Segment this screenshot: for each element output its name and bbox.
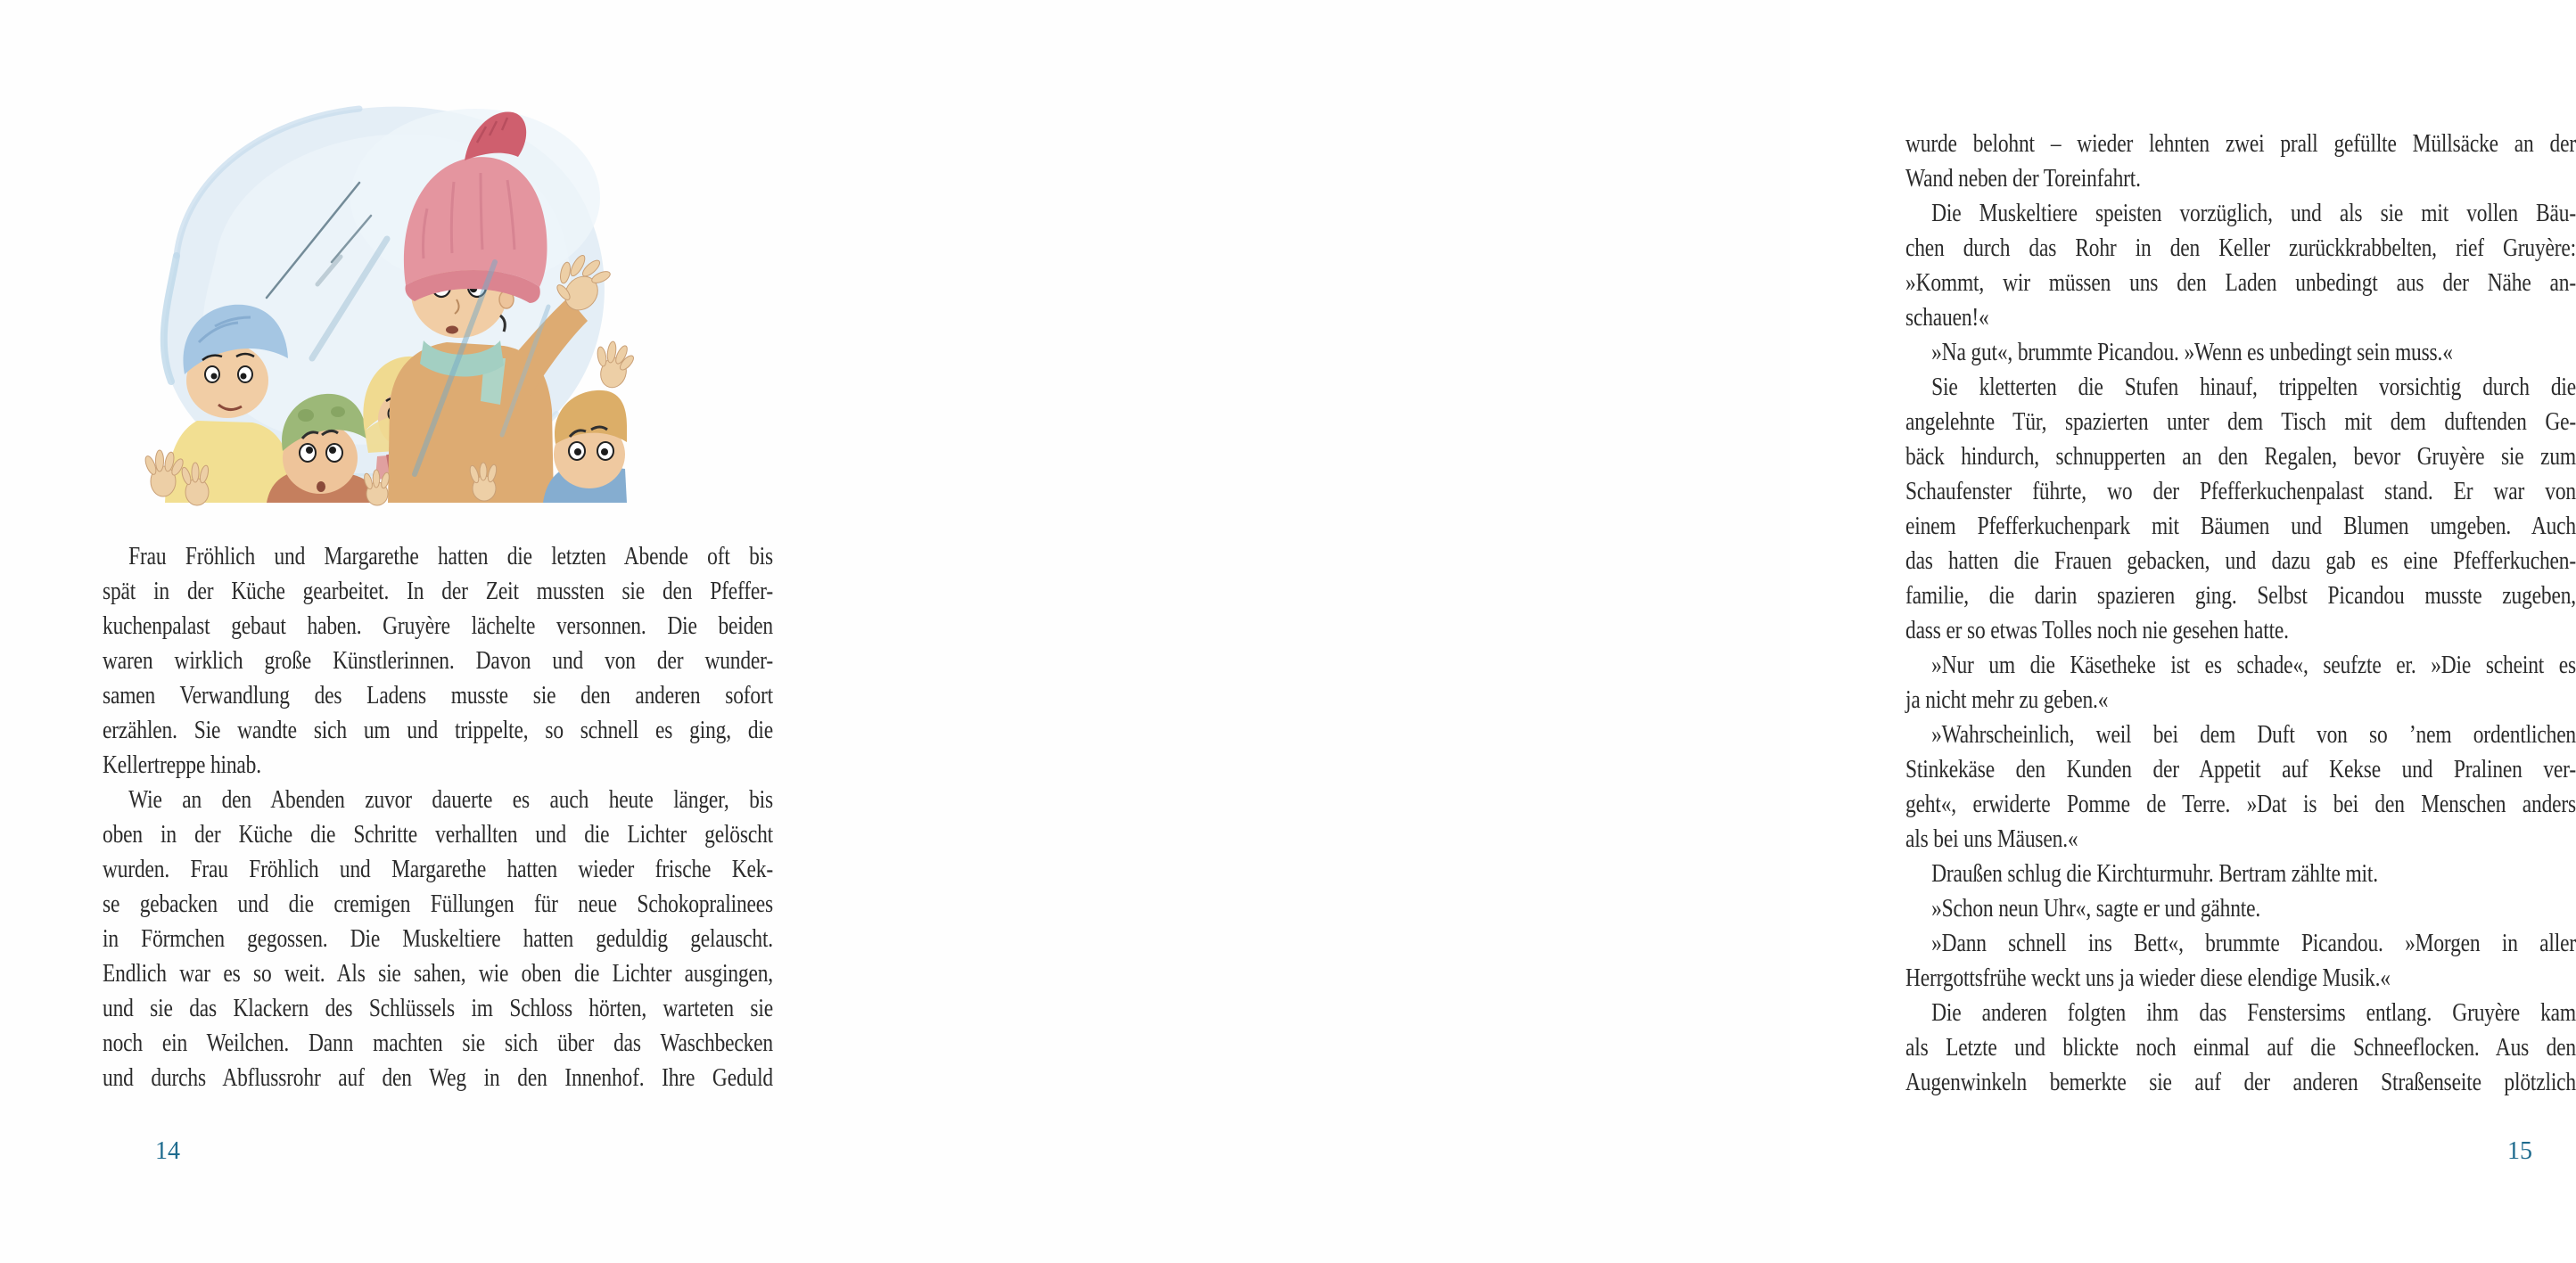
text-line: Die anderen folgten ihm das Fenstersims entlang. Gruyère kam: [1931, 998, 2576, 1027]
text-line: samen Verwandlung des Ladens musste sie den anderen sofort: [103, 681, 773, 709]
story-text-right: [1905, 127, 2576, 1100]
text-line: bäck hindurch, schnupperten an den Regalen, bevor Gruyère sie zum: [1905, 442, 2576, 471]
text-line: Sie kletterten die Stufen hinauf, trippelten vorsichtig durch die: [1931, 373, 2576, 401]
text-line: Stinkekäse den Kunden der Appetit auf Kekse und Pralinen ver-: [1905, 755, 2576, 783]
story-text-left: [103, 539, 773, 1095]
text-line: spät in der Küche gearbeitet. In der Zeit mussten sie den Pfeffer-: [103, 577, 773, 605]
text-line: erzählen. Sie wandte sich um und trippelte, so schnell es ging, die: [103, 716, 773, 744]
text-line: familie, die darin spazieren ging. Selbst Picandou musste zugeben,: [1905, 581, 2576, 610]
text-line: angelehnte Tür, spazierten unter dem Tisch mit dem duftenden Ge-: [1905, 407, 2576, 436]
watercolor-children-illustration: [92, 73, 627, 503]
text-line: »Schon neun Uhr«, sagte er und gähnte.: [1931, 894, 2261, 923]
text-line: Endlich war es so weit. Als sie sahen, wie oben die Lichter ausgingen,: [103, 959, 773, 988]
text-line: Wie an den Abenden zuvor dauerte es auch heute länger, bis: [128, 785, 773, 814]
text-line: Kellertreppe hinab.: [103, 750, 261, 779]
text-line: »Dann schnell ins Bett«, brummte Picandou. »Morgen in aller: [1931, 929, 2576, 957]
text-line: wurde belohnt – wieder lehnten zwei prall gefüllte Müllsäcke an der: [1905, 129, 2576, 158]
text-line: wurden. Frau Fröhlich und Margarethe hatten wieder frische Kek-: [103, 855, 773, 883]
text-line: in Förmchen gegossen. Die Muskeltiere hatten geduldig gelauscht.: [103, 924, 773, 953]
page-illustration: [92, 73, 627, 503]
text-line: waren wirklich große Künstlerinnen. Davon und von der wunder-: [103, 646, 773, 675]
text-line: als bei uns Mäusen.«: [1905, 824, 2078, 853]
text-line: geht«, erwiderte Pomme de Terre. »Dat is bei den Menschen anders: [1905, 790, 2576, 818]
text-line: schauen!«: [1905, 303, 1989, 332]
text-line: chen durch das Rohr in den Keller zurückkrabbelten, rief Gruyère:: [1905, 234, 2576, 262]
text-line: das hatten die Frauen gebacken, und dazu gab es eine Pfefferkuchen-: [1905, 546, 2576, 575]
text-line: »Kommt, wir müssen uns den Laden unbedingt aus der Nähe an-: [1905, 268, 2576, 297]
text-line: Schaufenster führte, wo der Pfefferkuchenpalast stand. Er war von: [1905, 477, 2576, 505]
text-line: oben in der Küche die Schritte verhallten und die Lichter gelöscht: [103, 820, 773, 849]
text-line: einem Pfefferkuchenpark mit Bäumen und Blumen umgeben. Auch: [1905, 512, 2576, 540]
text-line: Die Muskeltiere speisten vorzüglich, und als sie mit vollen Bäu-: [1931, 199, 2576, 227]
text-line: Frau Fröhlich und Margarethe hatten die letzten Abende oft bis: [128, 542, 773, 570]
text-line: »Na gut«, brummte Picandou. »Wenn es unbedingt sein muss.«: [1931, 338, 2453, 366]
text-line: noch ein Weilchen. Dann machten sie sich über das Waschbecken: [103, 1029, 773, 1057]
text-line: se gebacken und die cremigen Füllungen für neue Schokopralinees: [103, 890, 773, 918]
text-line: Herrgottsfrühe weckt uns ja wieder diese elendige Musik.«: [1905, 964, 2391, 992]
text-line: kuchenpalast gebaut haben. Gruyère lächelte versonnen. Die beiden: [103, 611, 773, 640]
page-number-left: 14: [155, 1137, 180, 1165]
page-number-right: 15: [2507, 1137, 2532, 1165]
text-line: und sie das Klackern des Schlüssels im Schloss hörten, warteten sie: [103, 994, 773, 1022]
left-page: [0, 0, 895, 1263]
text-line: dass er so etwas Tolles noch nie gesehen hatte.: [1905, 616, 2289, 644]
text-line: »Nur um die Käsetheke ist es schade«, seufzte er. »Die scheint es: [1931, 651, 2576, 679]
raised-hand-right: [597, 340, 636, 390]
text-line: und durchs Abflussrohr auf den Weg in den Innenhof. Ihre Geduld: [103, 1063, 773, 1092]
text-line: Augenwinkeln bemerkte sie auf der anderen Straßenseite plötzlich: [1905, 1068, 2576, 1096]
text-line: ja nicht mehr zu geben.«: [1905, 685, 2109, 714]
right-page: [895, 0, 2576, 1263]
text-line: »Wahrscheinlich, weil bei dem Duft von so ’nem ordentlichen: [1931, 720, 2576, 749]
text-line: Wand neben der Toreinfahrt.: [1905, 164, 2141, 193]
text-line: Draußen schlug die Kirchturmuhr. Bertram zählte mit.: [1931, 859, 2378, 888]
text-line: als Letzte und blickte noch einmal auf die Schneeflocken. Aus den: [1905, 1033, 2576, 1062]
